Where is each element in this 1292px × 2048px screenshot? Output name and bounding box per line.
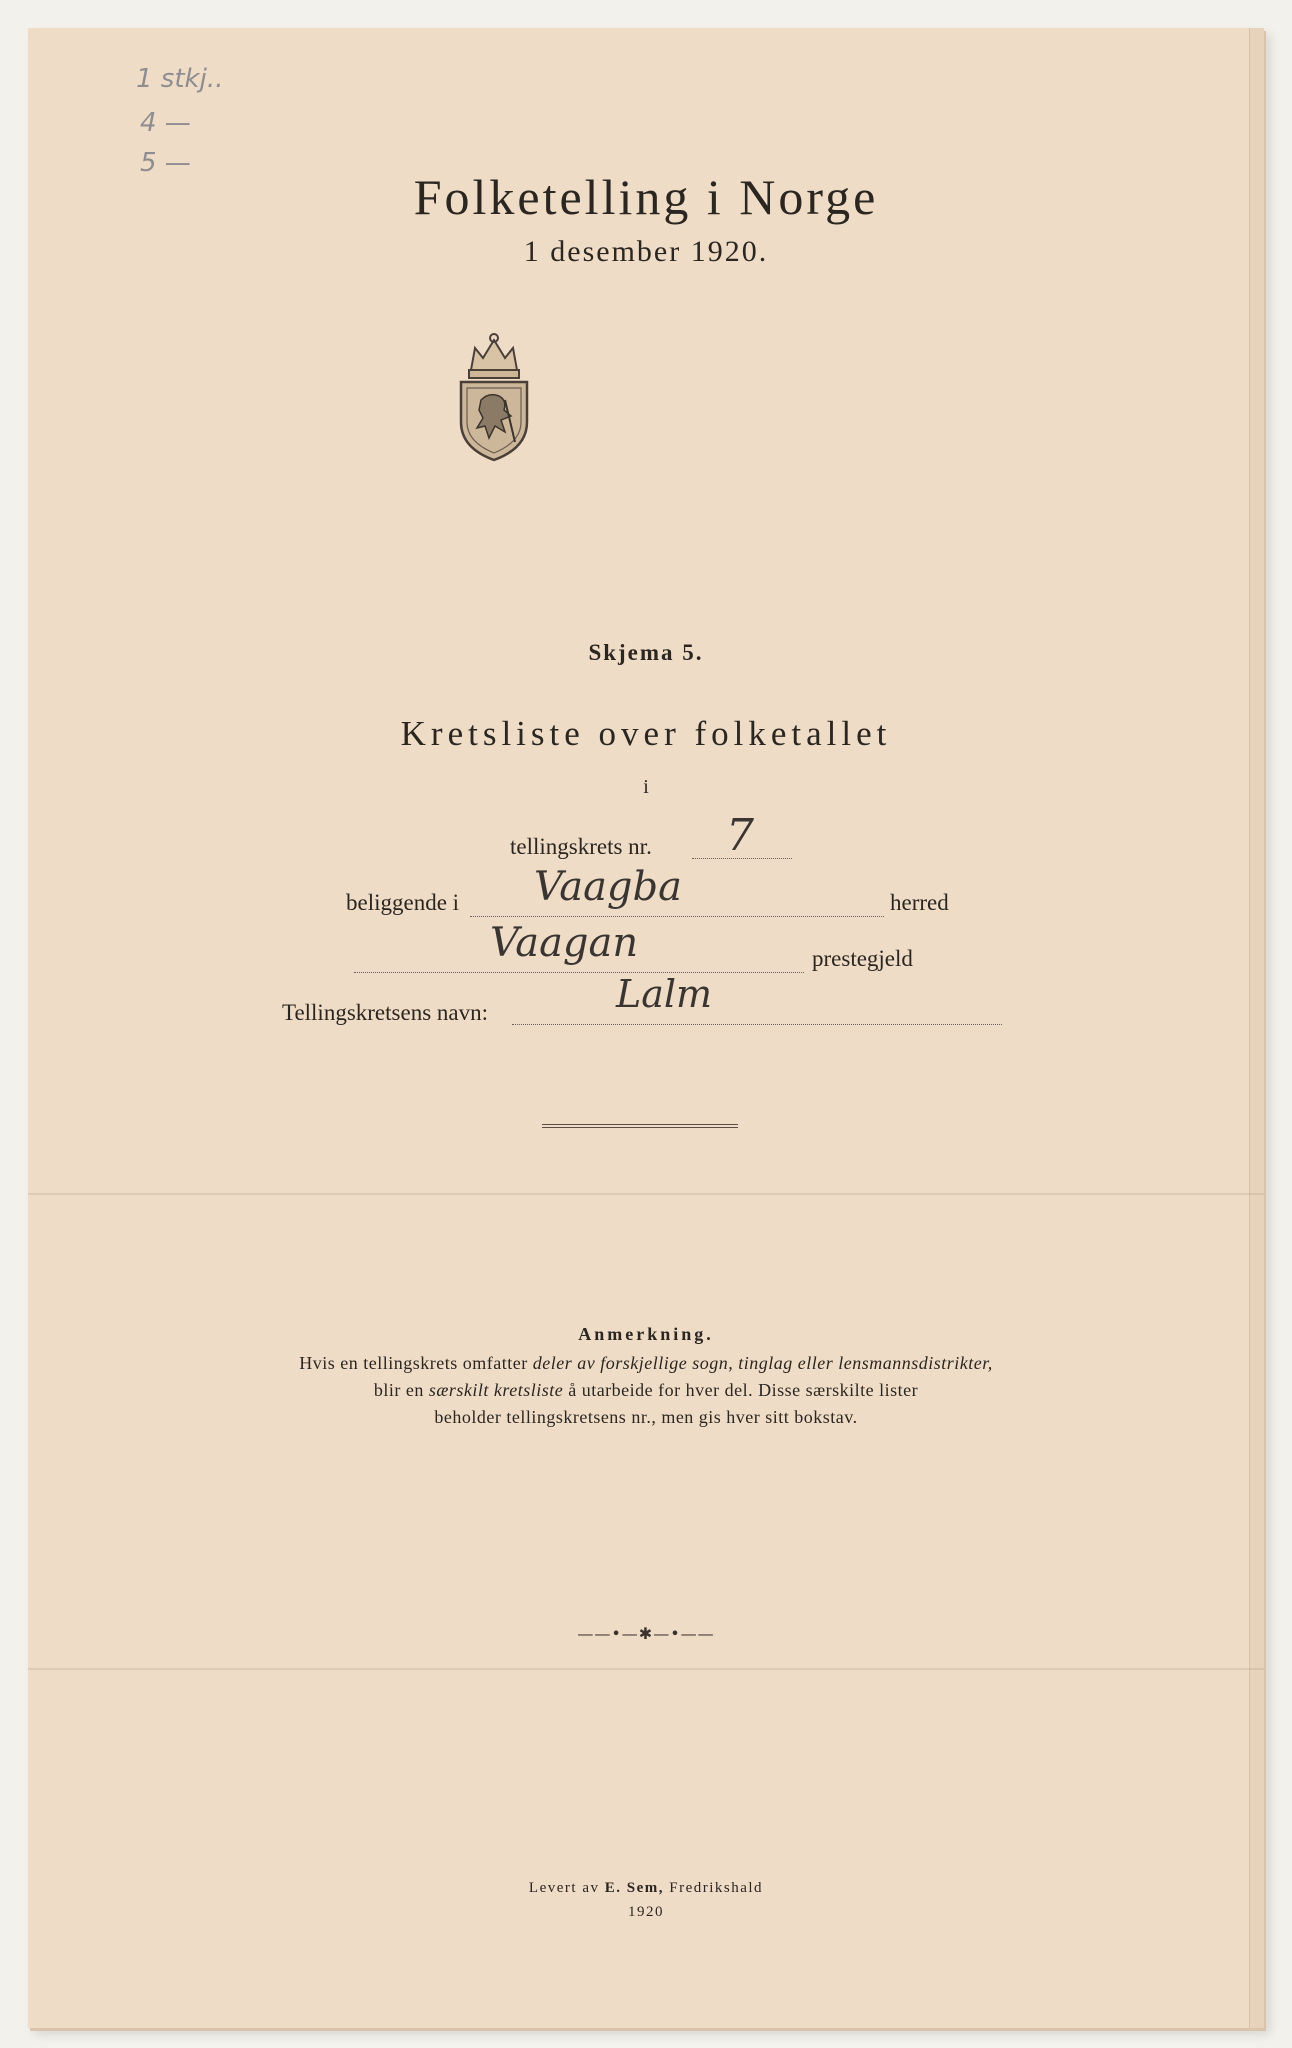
note-body xyxy=(28,1350,1264,1431)
prestegjeld-suffix: prestegjeld xyxy=(812,946,913,971)
note-heading: Anmerkning. xyxy=(578,1324,714,1344)
note-line xyxy=(28,1377,1264,1404)
schema-number: Skjema 5. xyxy=(588,640,704,665)
krets-label: tellingskrets nr. xyxy=(510,834,652,859)
form-heading: Kretsliste over folketallet xyxy=(400,714,892,753)
navn-label: Tellingskretsens navn: xyxy=(282,1000,488,1025)
ornament-divider: ——•—✱—•—— xyxy=(577,1624,715,1643)
herred-suffix: herred xyxy=(890,890,949,915)
page-edge xyxy=(1249,28,1264,2028)
fold-line xyxy=(28,1193,1264,1195)
navn-value: Lalm xyxy=(616,972,713,1016)
herred-field[interactable] xyxy=(470,864,884,917)
document-title: Folketelling i Norge xyxy=(413,169,879,225)
divider xyxy=(542,1124,738,1128)
note-text: blir en xyxy=(373,1380,429,1400)
pencil-note: 1 stkj.. xyxy=(136,64,224,94)
coat-of-arms-emblem xyxy=(449,330,539,462)
fold-line xyxy=(28,1668,1264,1670)
navn-field[interactable] xyxy=(512,972,1002,1025)
printer-year: 1920 xyxy=(628,1904,664,1920)
note-line xyxy=(28,1350,1264,1377)
prestegjeld-field[interactable] xyxy=(354,920,804,973)
krets-field[interactable] xyxy=(692,810,792,861)
printer-name: E. Sem, xyxy=(604,1880,664,1896)
document-sheet xyxy=(28,28,1264,2028)
pencil-note: 4 — xyxy=(140,108,191,138)
prestegjeld-value: Vaagan xyxy=(490,920,639,966)
printer-prefix: Levert av xyxy=(528,1880,605,1896)
document-date: 1 desember 1920. xyxy=(523,235,769,268)
note-text-italic: særskilt kretsliste xyxy=(428,1380,564,1400)
note-text-italic: deler av forskjellige sogn, tinglag eller lensmannsdistrikter, xyxy=(532,1353,993,1373)
connector-i: i xyxy=(643,776,649,798)
printer-line xyxy=(28,1880,1264,1897)
note-line: beholder tellingskretsens nr., men gis hver sitt bokstav. xyxy=(434,1407,858,1427)
krets-value: 7 xyxy=(726,810,754,861)
pencil-note: 5 — xyxy=(140,148,191,178)
herred-value: Vaagba xyxy=(534,864,682,910)
note-text: å utarbeide for hver del. Disse særskilte lister xyxy=(563,1380,919,1400)
note-text: Hvis en tellingskrets omfatter xyxy=(299,1353,533,1373)
beliggende-label: beliggende i xyxy=(346,890,460,915)
printer-suffix: Fredrikshald xyxy=(663,1880,764,1896)
